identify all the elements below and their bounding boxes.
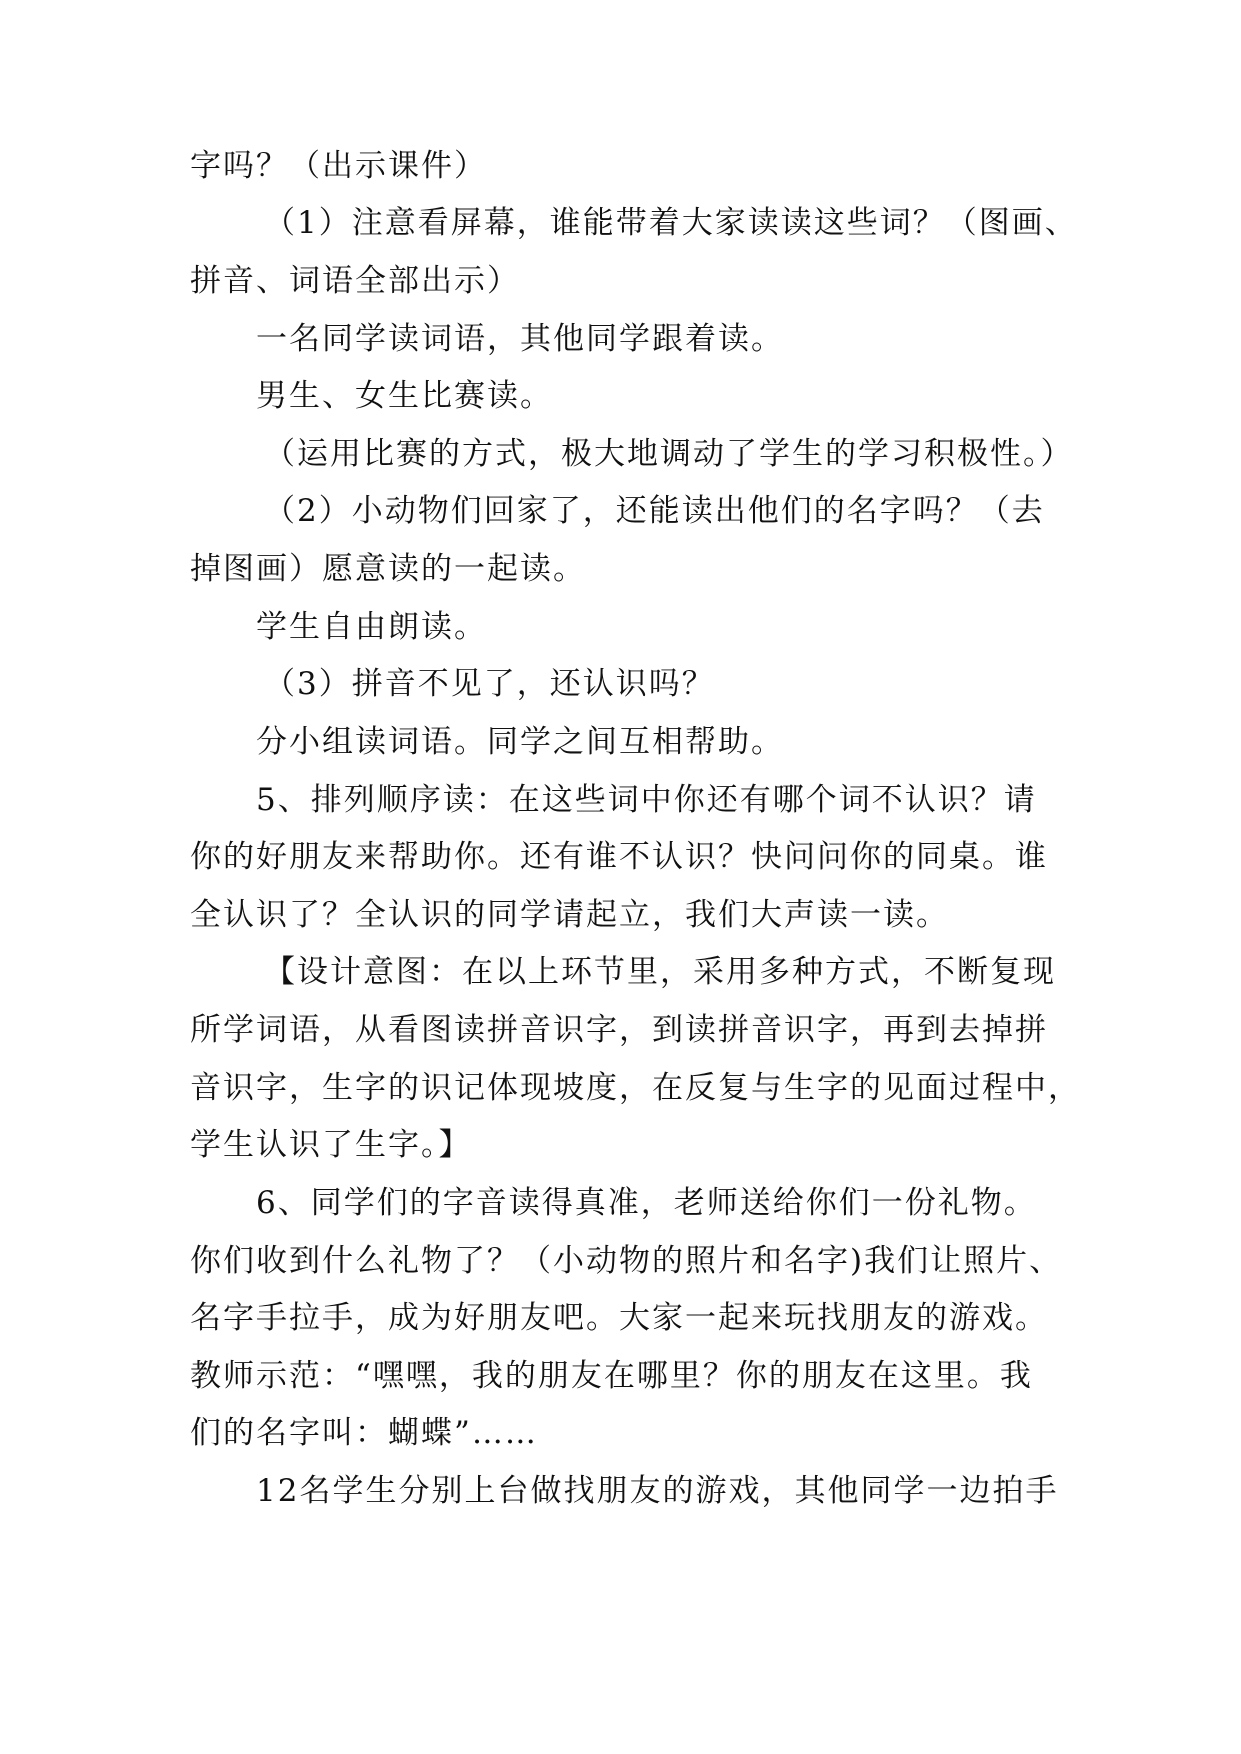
text-line: 12名学生分别上台做找朋友的游戏，其他同学一边拍手: [256, 1473, 1059, 1509]
text-line: 掉图画）愿意读的一起读。: [190, 551, 586, 587]
text-line: 5、排列顺序读：在这些词中你还有哪个词不认识？请: [256, 782, 1037, 818]
text-line: 学生认识了生字。】: [190, 1127, 472, 1163]
text-line: 音识字，生字的识记体现坡度，在反复与生字的见面过程中，: [190, 1070, 1081, 1106]
text-line: 6、同学们的字音读得真准，老师送给你们一份礼物。: [256, 1185, 1037, 1221]
text-line: 所学词语，从看图读拼音识字，到读拼音识字，再到去掉拼: [190, 1012, 1048, 1048]
text-line: 教师示范：“嘿嘿，我的朋友在哪里？你的朋友在这里。我: [190, 1358, 1033, 1394]
text-line: 你的好朋友来帮助你。还有谁不认识？快问问你的同桌。谁: [190, 839, 1048, 875]
text-line: 们的名字叫：蝴蝶”……: [190, 1415, 538, 1451]
text-line: （运用比赛的方式，极大地调动了学生的学习积极性。）: [264, 436, 1074, 472]
text-line: 名字手拉手，成为好朋友吧。大家一起来玩找朋友的游戏。: [190, 1300, 1048, 1336]
text-line: 学生自由朗读。: [256, 609, 487, 645]
text-line: 分小组读词语。同学之间互相帮助。: [256, 724, 784, 760]
text-line: 一名同学读词语，其他同学跟着读。: [256, 321, 784, 357]
text-line: 【设计意图：在以上环节里，采用多种方式，不断复现: [264, 954, 1056, 990]
text-line: （3）拼音不见了，还认识吗？: [264, 666, 715, 702]
text-line: 拼音、词语全部出示）: [190, 263, 520, 299]
text-line: （1）注意看屏幕，谁能带着大家读读这些词？（图画、: [264, 205, 1078, 241]
text-line: （2）小动物们回家了，还能读出他们的名字吗？（去: [264, 493, 1045, 529]
text-line: 男生、女生比赛读。: [256, 378, 553, 414]
text-line: 字吗？（出示课件）: [190, 148, 487, 184]
text-line: 你们收到什么礼物了？（小动物的照片和名字)我们让照片、: [190, 1243, 1063, 1279]
text-line: 全认识了？全认识的同学请起立，我们大声读一读。: [190, 897, 949, 933]
